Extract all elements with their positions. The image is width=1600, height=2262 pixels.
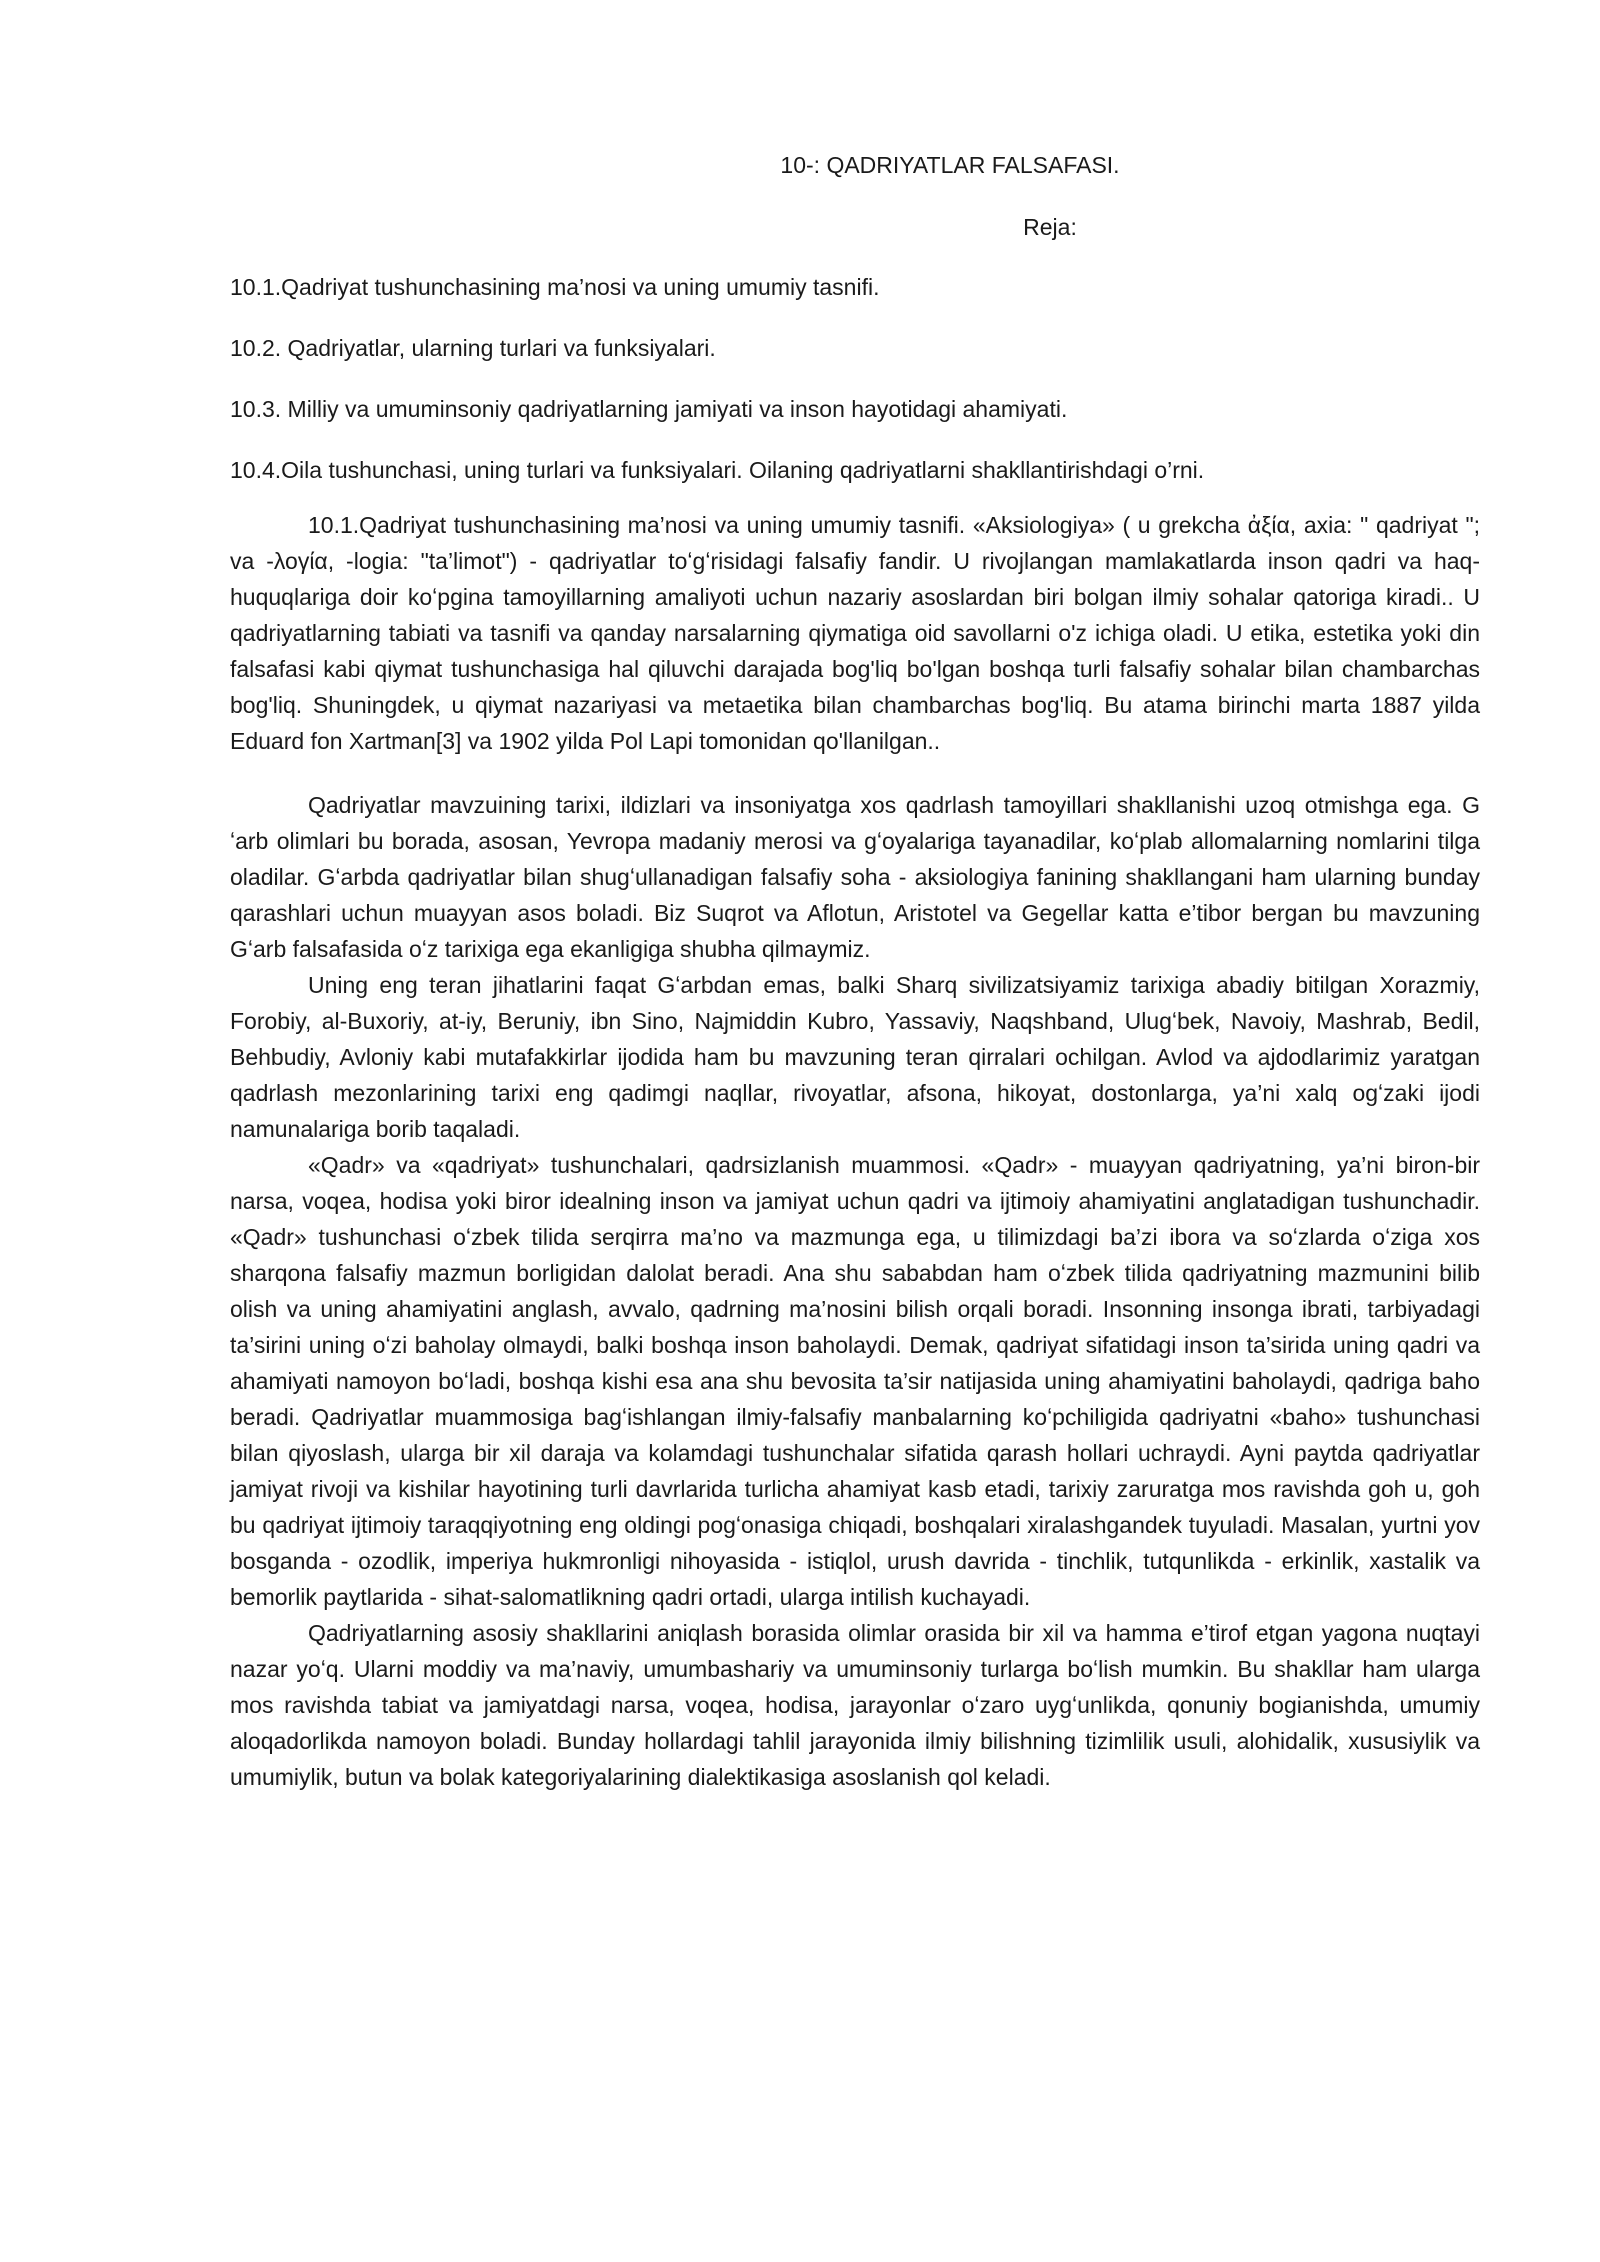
plan-item-2: 10.2. Qadriyatlar, ularning turlari va funksiyalari. (230, 335, 716, 361)
plan-item-1: 10.1.Qadriyat tushunchasining ma’nosi va uning umumiy tasnifi. (230, 274, 880, 300)
paragraph-qadr-concept: «Qadr» va «qadriyat» tushunchalari, qadrsizlanish muammosi. «Qadr» - muayyan qadriyatning, ya’ni biron-bir narsa, voqea, hodisa yoki biror idealning inson va jamiyat uchun qadri va ijtimoiy ahamiyatini anglatadigan tushunchadir. «Qadr» tushunchasi oʻzbek tilida serqirra ma’no va mazmunga ega, u tilimizdagi ba’zi ibora va soʻzlarda oʻziga xos sharqona falsafiy mazmun borligidan dalolat beradi. Ana shu sababdan ham oʻzbek tilida qadriyatning mazmunini bilib olish va uning ahamiyatini anglash, avvalo, qadrning ma’nosini bilish orqali boradi. Insonning insonga ibrati, tarbiyadagi ta’sirini uning oʻzi baholay olmaydi, balki boshqa inson baholaydi. Demak, qadriyat sifatidagi inson ta’sirida uning qadri va ahamiyati namoyon boʻladi, boshqa kishi esa ana shu bevosita ta’sir natijasida uning ahamiyatini baholaydi, qadriga baho beradi. Qadriyatlar muammosiga bagʻishlangan ilmiy-falsafiy manbalarning koʻpchiligida qadriyatni «baho» tushunchasi bilan qiyoslash, ularga bir xil daraja va kolamdagi tushunchalar sifatida qarash hollari uchraydi. Ayni paytda qadriyatlar jamiyat rivoji va kishilar hayotining turli davrlarida turlicha ahamiyat kasb etadi, tarixiy zaruratga mos ravishda goh u, goh bu qadriyat ijtimoiy taraqqiyotning eng oldingi pogʻonasiga chiqadi, boshqalari xiralashgandek tuyuladi. Masalan, yurtni yov bosganda - ozodlik, imperiya hukmronligi nihoyasida - istiqlol, urush davrida - tinchlik, tutqunlikda - erkinlik, xastalik va bemorlik paytlarida - sihat-salomatlikning qadri ortadi, ularga intilish kuchayadi. (230, 1152, 1480, 1610)
paragraph-history: Qadriyatlar mavzuining tarixi, ildizlari va insoniyatga xos qadrlash tamoyillari shakllanishi uzoq otmishga ega. G ʻarb olimlari bu borada, asosan, Yevropa madaniy merosi va gʻoyalariga tayanadilar, koʻplab allomalarning nomlarini tilga oladilar. Gʻarbda qadriyatlar bilan shugʻullanadigan falsafiy soha - aksiologiya fanining shakllangani ham ularning bunday qarashlari uchun muayyan asos boladi. Biz Suqrot va Aflotun, Aristotel va Gegellar katta e’tibor bergan bu mavzuning Gʻarb falsafasida oʻz tarixiga ega ekanligiga shubha qilmaymiz. (230, 792, 1480, 962)
document-title: 10-: QADRIYATLAR FALSAFASI. (780, 152, 1120, 178)
plan-item-4: 10.4.Oila tushunchasi, uning turlari va funksiyalari. Oilaning qadriyatlarni shakllantirishdagi o’rni. (230, 457, 1205, 483)
paragraph-east-thinkers: Uning eng teran jihatlarini faqat Gʻarbdan emas, balki Sharq sivilizatsiyamiz tarixiga abadiy bitilgan Xorazmiy, Forobiy, al-Buxoriy, at-iy, Beruniy, ibn Sino, Najmiddin Kubro, Yassaviy, Naqshband, Ulugʻbek, Navoiy, Mashrab, Bedil, Behbudiy, Avloniy kabi mutafakkirlar ijodida ham bu mavzuning teran qirralari ochilgan. Avlod va ajdodlarimiz yaratgan qadrlash mezonlarining tarixi eng qadimgi naqllar, rivoyatlar, afsona, hikoyat, dostonlarga, ya’ni xalq ogʻzaki ijodi namunalariga borib taqaladi. (230, 972, 1480, 1142)
plan-heading: Reja: (1023, 214, 1077, 240)
paragraph-aksiologiya: 10.1.Qadriyat tushunchasining ma’nosi va uning umumiy tasnifi. «Aksiologiya» ( u grekcha ἀξία, axia: " qadriyat "; va -λογία, -logia: "ta’limot") - qadriyatlar toʻgʻrisidagi falsafiy fandir. U rivojlangan mamlakatlarda inson qadri va haq-huquqlariga doir koʻpgina tamoyillarning amaliyoti uchun nazariy asoslardan biri bolgan ilmiy sohalar qatoriga kiradi.. U qadriyatlarning tabiati va tasnifi va qanday narsalarning qiymatiga oid savollarni o'z ichiga oladi. U etika, estetika yoki din falsafasi kabi qiymat tushunchasiga hal qiluvchi darajada bog'liq bo'lgan boshqa turli falsafiy sohalar bilan chambarchas bog'liq. Shuningdek, u qiymat nazariyasi va metaetika bilan chambarchas bog'liq. Bu atama birinchi marta 1887 yilda Eduard fon Xartman[3] va 1902 yilda Pol Lapi tomonidan qo'llanilgan.. (230, 512, 1480, 754)
paragraph-value-forms: Qadriyatlarning asosiy shakllarini aniqlash borasida olimlar orasida bir xil va hamma e’tirof etgan yagona nuqtayi nazar yoʻq. Ularni moddiy va ma’naviy, umumbashariy va umuminsoniy turlarga boʻlish mumkin. Bu shakllar ham ularga mos ravishda tabiat va jamiyatdagi narsa, voqea, hodisa, jarayonlar oʻzaro uygʻunlikda, qonuniy bogianishda, umumiy aloqadorlikda namoyon boladi. Bunday hollardagi tahlil jarayonida ilmiy bilishning tizimlilik usuli, alohidalik, xususiylik va umumiylik, butun va bolak kategoriyalarining dialektikasiga asoslanish qol keladi. (230, 1620, 1480, 1790)
document-page (230, 150, 1480, 1795)
plan-item-3: 10.3. Milliy va umuminsoniy qadriyatlarning jamiyati va inson hayotidagi ahamiyati. (230, 396, 1068, 422)
